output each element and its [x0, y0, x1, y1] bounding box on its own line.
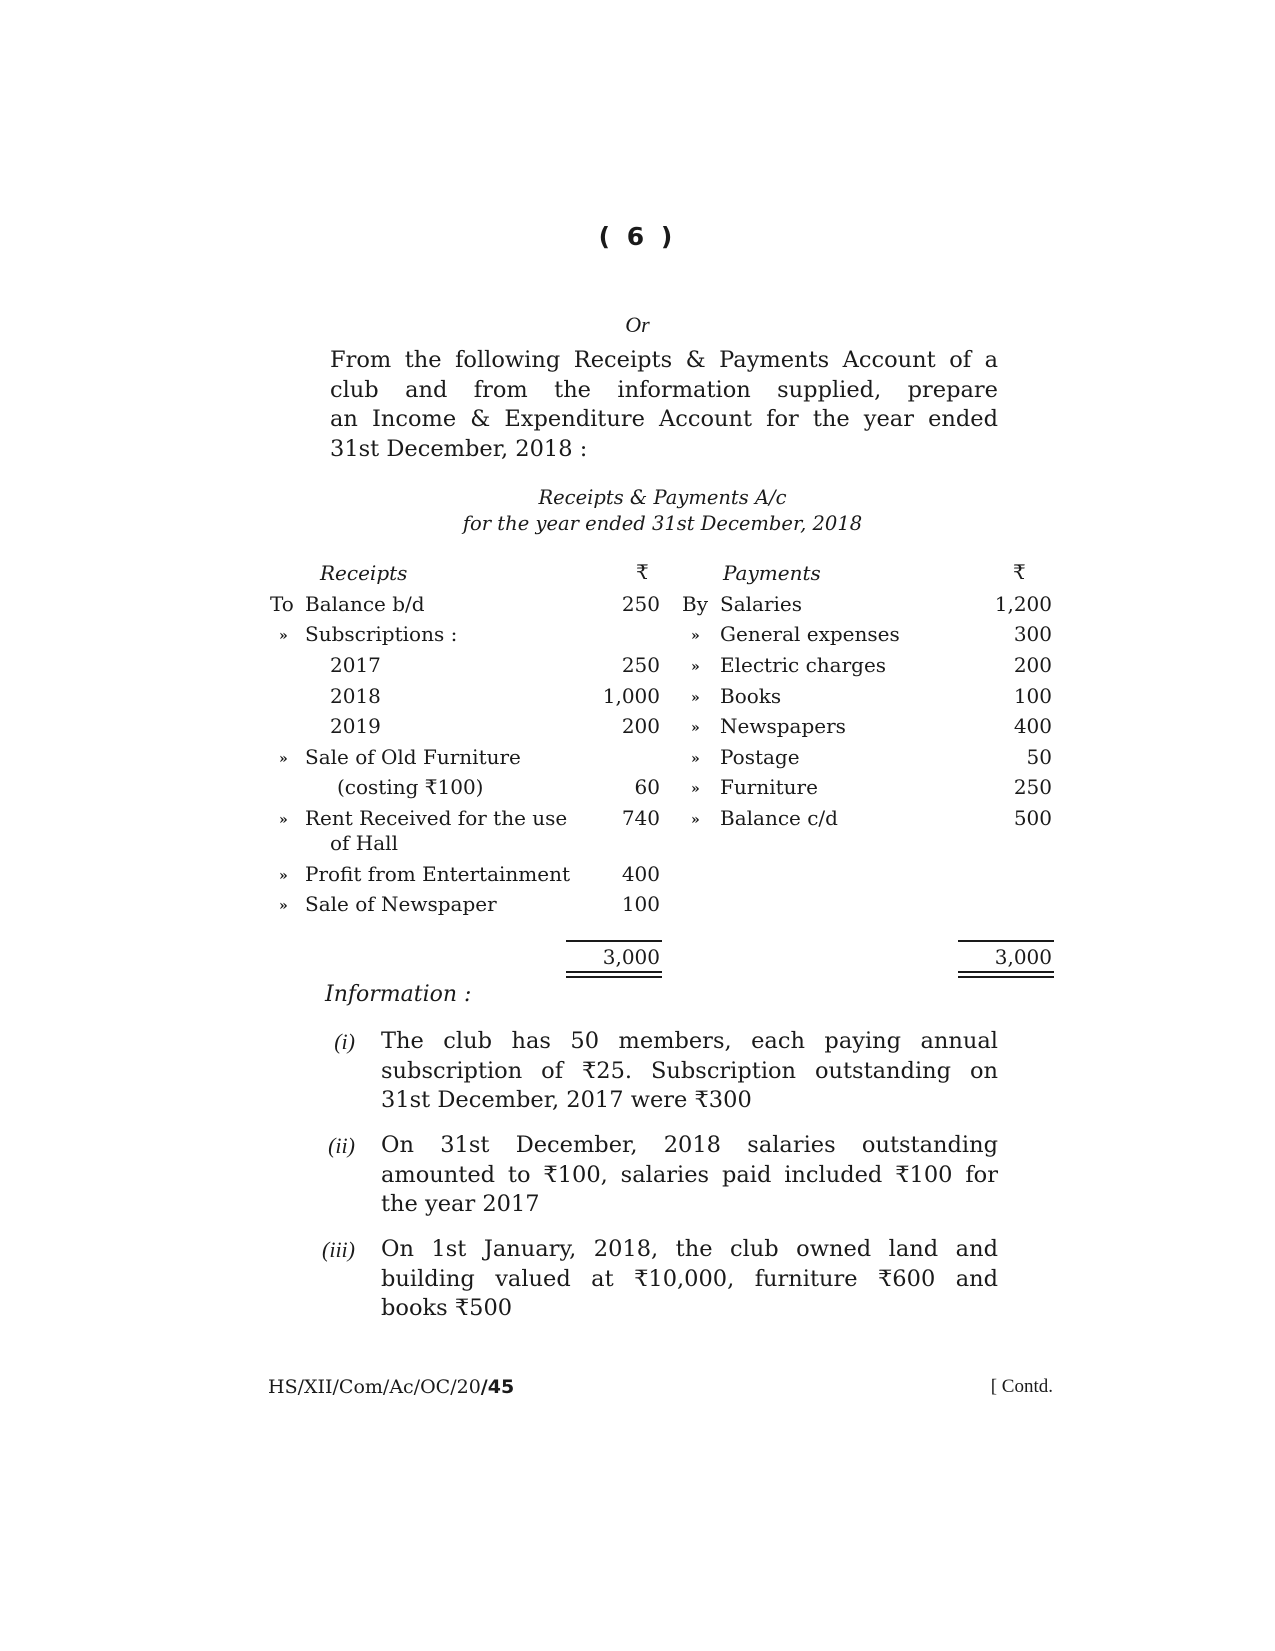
- ditto-mark: »: [279, 898, 288, 914]
- receipt-label: Balance b/d: [305, 592, 425, 616]
- payment-amount: 400: [1013, 714, 1052, 738]
- ditto-mark: »: [691, 720, 700, 736]
- item-number: (ii): [328, 1133, 355, 1158]
- payments-heading: Payments: [723, 561, 821, 585]
- receipts-currency-heading: ₹: [636, 560, 649, 584]
- ditto-mark: »: [279, 812, 288, 828]
- item-number: (i): [334, 1029, 355, 1054]
- continued-label: [ Contd.: [990, 1376, 1053, 1397]
- item-line: 31st December, 2017 were ₹300: [381, 1087, 752, 1113]
- item-text: [381, 1027, 998, 1116]
- payment-amount: 200: [1013, 653, 1052, 677]
- receipt-label: Subscriptions :: [305, 622, 458, 646]
- receipt-amount: 100: [621, 892, 660, 916]
- question-line: an Income & Expenditure Account for the year ended: [330, 406, 998, 432]
- ditto-mark: »: [691, 812, 700, 828]
- payment-label: Postage: [720, 745, 800, 769]
- or-label: Or: [625, 312, 650, 337]
- payment-label: Furniture: [720, 775, 818, 799]
- ditto-mark: »: [691, 690, 700, 706]
- item-line: On 31st December, 2018 salaries outstanding: [381, 1132, 998, 1158]
- question-text: [330, 346, 998, 464]
- item-line: amounted to ₹100, salaries paid included ₹100 for: [381, 1161, 998, 1188]
- receipt-label: 2019: [330, 714, 381, 738]
- receipt-amount: 1,000: [602, 684, 660, 708]
- item-line: subscription of ₹25. Subscription outstanding on: [381, 1057, 998, 1084]
- paper-code-prefix: HS/XII/Com/Ac/OC/20: [268, 1376, 481, 1398]
- ditto-mark: »: [691, 659, 700, 675]
- item-text: [381, 1235, 998, 1324]
- question-line: From the following Receipts & Payments Account of a: [330, 347, 998, 373]
- ditto-mark: »: [691, 751, 700, 767]
- item-line: On 1st January, 2018, the club owned land and: [381, 1236, 998, 1262]
- ditto-mark: »: [279, 628, 288, 644]
- paper-code-number: /45: [480, 1376, 515, 1398]
- receipt-label: Rent Received for the use: [305, 806, 568, 830]
- payment-amount: 300: [1013, 622, 1052, 646]
- ditto-mark: »: [691, 628, 700, 644]
- receipt-amount: 400: [621, 862, 660, 886]
- payment-label: Books: [720, 684, 782, 708]
- account-subtitle: for the year ended 31st December, 2018: [462, 512, 863, 535]
- total-rule-top: [566, 940, 662, 942]
- payments-total: 3,000: [994, 945, 1052, 969]
- item-line: building valued at ₹10,000, furniture ₹600 and: [381, 1265, 998, 1292]
- page-number: ( 6 ): [598, 222, 677, 251]
- receipt-note: (costing ₹100): [337, 775, 484, 799]
- receipt-label: Profit from Entertainment: [305, 862, 570, 886]
- receipt-label: 2018: [330, 684, 381, 708]
- item-text: [381, 1131, 998, 1220]
- total-rule-top: [958, 940, 1054, 942]
- ditto-mark: »: [279, 751, 288, 767]
- payment-label: Newspapers: [720, 714, 846, 738]
- receipt-amount: 60: [634, 775, 660, 799]
- receipts-total: 3,000: [602, 945, 660, 969]
- item-number: (iii): [322, 1237, 355, 1262]
- receipt-amount: 740: [621, 806, 660, 830]
- payment-amount: 100: [1013, 684, 1052, 708]
- information-heading: Information :: [325, 982, 472, 1007]
- receipt-label: Sale of Old Furniture: [305, 745, 521, 769]
- receipt-label: 2017: [330, 653, 381, 677]
- item-line: The club has 50 members, each paying annual: [381, 1028, 998, 1054]
- receipts-heading: Receipts: [320, 561, 408, 585]
- payment-amount: 250: [1013, 775, 1052, 799]
- receipt-amount: 250: [621, 592, 660, 616]
- payment-amount: 50: [1026, 745, 1052, 769]
- item-line: the year 2017: [381, 1191, 540, 1217]
- payment-label: General expenses: [720, 622, 900, 646]
- payment-prefix: By: [682, 592, 708, 616]
- receipt-amount: 200: [621, 714, 660, 738]
- item-line: books ₹500: [381, 1295, 513, 1321]
- ditto-mark: »: [691, 781, 700, 797]
- paper-code: [268, 1376, 514, 1398]
- total-rule-bottom: [958, 971, 1054, 978]
- payment-amount: 500: [1013, 806, 1052, 830]
- total-rule-bottom: [566, 971, 662, 978]
- ditto-mark: »: [279, 868, 288, 884]
- receipt-amount: 250: [621, 653, 660, 677]
- payments-currency-heading: ₹: [1013, 560, 1026, 584]
- payment-label: Balance c/d: [720, 806, 838, 830]
- payment-label: Salaries: [720, 592, 803, 616]
- question-line: club and from the information supplied, prepare: [330, 376, 998, 403]
- payment-label: Electric charges: [720, 653, 887, 677]
- payment-amount: 1,200: [994, 592, 1052, 616]
- receipt-prefix: To: [270, 592, 294, 616]
- account-title: Receipts & Payments A/c: [538, 486, 787, 509]
- receipt-label-continued: of Hall: [330, 831, 398, 855]
- receipt-label: Sale of Newspaper: [305, 892, 497, 916]
- question-line: 31st December, 2018 :: [330, 435, 588, 462]
